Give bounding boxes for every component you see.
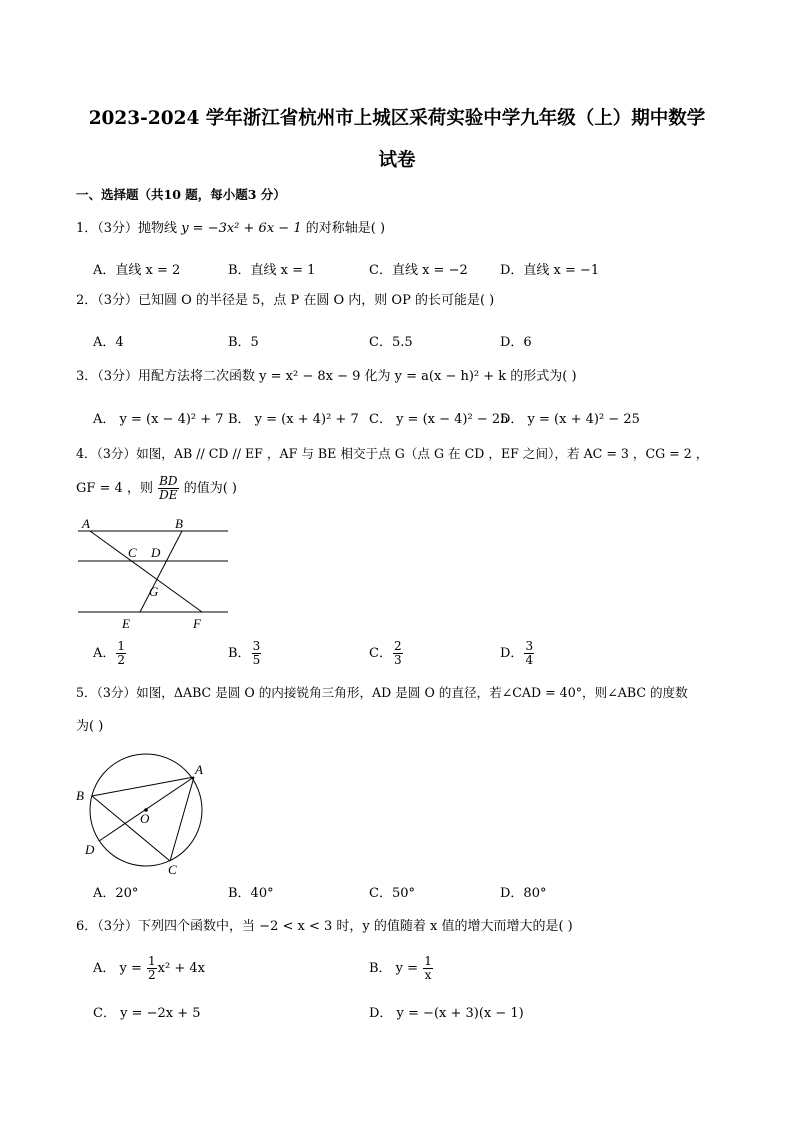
q4-option-a-fraction — [116, 640, 126, 667]
q5-option-c[interactable]: C．50° — [369, 886, 415, 901]
q3-option-d[interactable]: D． y = (x + 4)² − 25 — [500, 412, 640, 427]
q4-option-a-label: A． — [93, 646, 116, 661]
question-5-line1: 5．（3分）如图，ΔABC 是圆 O 的内接锐角三角形，AD 是圆 O 的直径，若∠CAD = 40°，则∠ABC 的度数 — [76, 685, 688, 700]
q3-option-b[interactable]: B． y = (x + 4)² + 7 — [228, 412, 359, 427]
q5-option-b[interactable]: B．40° — [228, 886, 274, 901]
q4-option-a-den: 2 — [117, 653, 126, 667]
question-4-line1: 4．（3分）如图，AB // CD // EF ，AF 与 BE 相交于点 G（点 G 在 CD ，EF 之间），若 AC = 3 ，CG = 2 ， — [76, 446, 709, 461]
q1-formula: y = −3x² + 6x − 1 — [181, 221, 302, 236]
q4-option-d-num: 3 — [525, 639, 534, 653]
label-e: E — [122, 616, 130, 631]
q6-option-a-den: 2 — [148, 968, 156, 982]
question-5-line2: 为( ) — [76, 719, 104, 734]
q6-option-a-pre: A． y = — [93, 961, 142, 976]
q1-suffix: 的对称轴是( ) — [305, 221, 386, 236]
q6-option-b-num: 1 — [424, 954, 432, 968]
q4-line2-pre: GF = 4 ，则 — [76, 481, 153, 496]
q4-line2-post: 的值为( ) — [183, 481, 237, 496]
q2-option-c[interactable]: C．5.5 — [369, 335, 413, 350]
label-g: G — [149, 584, 159, 599]
q4-option-b-num: 3 — [252, 639, 261, 653]
label-c: C — [168, 862, 177, 877]
q4-option-c-num: 2 — [393, 639, 402, 653]
page-title: 2023-2024 学年浙江省杭州市上城区采荷实验中学九年级（上）期中数学 — [88, 108, 706, 129]
question-6: 6．（3分）下列四个函数中，当 −2 < x < 3 时，y 的值随着 x 值的增大而增大的是( ) — [76, 919, 573, 934]
q1-option-a[interactable]: A．直线 x = 2 — [93, 263, 181, 278]
q5-option-a[interactable]: A．20° — [93, 886, 139, 901]
q4-option-d-fraction — [524, 640, 534, 667]
q5-circle-figure — [70, 750, 220, 880]
q4-option-c[interactable] — [369, 640, 404, 667]
q6-option-b[interactable] — [369, 955, 434, 982]
q4-option-b[interactable] — [228, 640, 262, 667]
q6-option-a-num: 1 — [148, 954, 156, 968]
label-b: B — [76, 788, 84, 803]
q4-frac-den: DE — [159, 488, 178, 502]
q4-option-b-den: 5 — [252, 653, 261, 667]
q2-option-a[interactable]: A．4 — [93, 335, 124, 350]
q3-option-a[interactable]: A． y = (x − 4)² + 7 — [93, 412, 224, 427]
q4-option-d-den: 4 — [525, 653, 534, 667]
q2-option-d[interactable]: D．6 — [500, 335, 532, 350]
q4-option-a-num: 1 — [117, 639, 126, 653]
q4-parallel-lines-figure — [70, 512, 240, 632]
question-2: 2．（3分）已知圆 O 的半径是 5，点 P 在圆 O 内，则 OP 的长可能是( ) — [76, 293, 495, 308]
q6-option-a-fraction — [147, 955, 157, 982]
q3-option-c[interactable]: C． y = (x − 4)² − 25 — [369, 412, 509, 427]
section-header: 一、选择题（共10 题，每小题3 分） — [76, 187, 286, 202]
label-o: O — [140, 811, 150, 826]
segment-bc — [92, 796, 170, 861]
q5-option-d[interactable]: D．80° — [500, 886, 547, 901]
q6-option-d[interactable]: D． y = −(x + 3)(x − 1) — [369, 1006, 524, 1021]
q1-option-d[interactable]: D．直线 x = −1 — [500, 263, 600, 278]
label-b: B — [175, 516, 183, 531]
q4-option-c-fraction — [393, 640, 403, 667]
label-d: D — [85, 842, 95, 857]
segment-ab — [92, 777, 194, 796]
q6-option-c[interactable]: C． y = −2x + 5 — [93, 1006, 201, 1021]
q4-frac-num: BD — [159, 474, 178, 488]
question-4-line2 — [76, 474, 237, 504]
q4-option-b-label: B． — [228, 646, 251, 661]
label-c: C — [128, 545, 137, 560]
q6-option-b-fraction — [423, 955, 433, 982]
q6-option-b-den: x — [424, 968, 432, 982]
label-f: F — [193, 616, 201, 631]
q4-option-d-label: D． — [500, 646, 524, 661]
page-title-line2: 试卷 — [378, 150, 416, 171]
q4-option-c-label: C． — [369, 646, 392, 661]
q4-option-b-fraction — [252, 640, 262, 667]
q4-ratio-fraction — [158, 475, 178, 502]
question-1 — [76, 219, 385, 239]
q6-option-b-pre: B． y = — [369, 961, 419, 976]
q4-option-a[interactable] — [93, 640, 127, 667]
segment-ac — [170, 777, 194, 861]
q2-option-b[interactable]: B．5 — [228, 335, 259, 350]
q1-prefix: 1．（3分）抛物线 — [76, 221, 178, 236]
label-d: D — [151, 545, 161, 560]
q4-option-d[interactable] — [500, 640, 535, 667]
label-a: A — [82, 516, 90, 531]
q6-option-a-post: x² + 4x — [157, 961, 205, 976]
q1-option-b[interactable]: B．直线 x = 1 — [228, 263, 316, 278]
q6-option-a[interactable] — [93, 955, 205, 982]
q1-option-c[interactable]: C．直线 x = −2 — [369, 263, 468, 278]
question-3: 3．（3分）用配方法将二次函数 y = x² − 8x − 9 化为 y = a(x − h)² + k 的形式为( ) — [76, 369, 577, 384]
label-a: A — [195, 762, 203, 777]
q4-option-c-den: 3 — [393, 653, 402, 667]
